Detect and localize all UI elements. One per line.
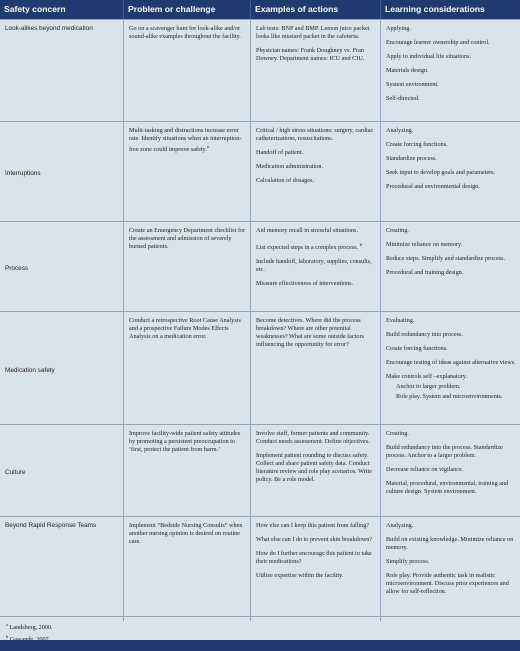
learning-item: Build on existing knowledge. Minimize reliance on memory.: [386, 536, 514, 551]
example-item: Implement patient rounding to discuss safety. Collect and share patient safety data. Conduct literature review and role play scenarios. Write policy. Be a role model.: [256, 452, 372, 483]
examples-cell: [250, 20, 380, 121]
examples-cell: [250, 122, 380, 221]
examples-cell: [250, 517, 380, 621]
learning-item: Procedural and training design.: [386, 269, 464, 276]
example-item: Physician names: Frank Doughney vs. Fran Downey. Department names: ICU and CIU.: [256, 47, 365, 62]
footnote: $^a$ Landsberg, 2000.: [6, 622, 53, 632]
example-item: Measure effectiveness of interventions.: [256, 280, 354, 288]
learning-item: Reduce steps. Simplify and standardize process.: [386, 255, 506, 262]
examples-cell: [250, 425, 380, 516]
learning-item: Encourage learner ownership and control.: [386, 39, 490, 46]
problem-cell: [123, 517, 250, 621]
footnote-mark: b: [359, 242, 363, 247]
learning-item: Encourage testing of ideas against alternative views.: [386, 359, 516, 366]
learning-item: Create forcing functions.: [386, 141, 448, 148]
learning-cell: [380, 222, 520, 311]
table-row: [0, 424, 520, 516]
example-item: How else can I keep this patient from falling?: [256, 522, 370, 529]
header-safety-concern: Safety concern: [4, 4, 66, 14]
table-row: [0, 221, 520, 311]
footnote: b: [6, 634, 9, 640]
concern-cell: Medication safety: [5, 366, 55, 374]
problem-text: Implement “Bedside Nursing Consults” when another nursing opinion is desired on routine care.: [129, 522, 243, 545]
header-learning: Learning considerations: [380, 0, 520, 19]
footnotes: [0, 616, 520, 639]
example-item: How do I further encourage this patient to take their medications?: [256, 550, 372, 565]
learning-item: Make controls self –explanatory.: [386, 373, 468, 380]
learning-item: Create forcing functions.: [386, 345, 448, 352]
table-row: [0, 19, 520, 121]
concern-cell: Interruptions: [5, 170, 41, 177]
problem-text: Multi-tasking and distractions increase error rate. Identify situations when an interruption-free zone could improve safety.$^a$: [129, 127, 242, 154]
example-item: Include handoff, laboratory, supplies, consults, etc.: [256, 258, 372, 274]
problem-cell: [123, 20, 250, 121]
learning-item: Build redundancy into the process. Standardize process. Anchor to a larger problem.: [386, 444, 503, 459]
learning-cell: [380, 312, 520, 424]
learning-item: Anchor to larger problem.: [396, 383, 461, 390]
footnote-mark: a: [206, 144, 209, 149]
header-examples: Examples of actions: [250, 0, 380, 19]
learning-item: Apply to individual life situations.: [386, 53, 472, 60]
concern-cell: Culture: [5, 469, 26, 476]
learning-cell: [380, 122, 520, 221]
table-row: [0, 311, 520, 424]
example-item: Medication administration.: [256, 163, 324, 170]
example-item: Become detectives. Where did the process breakdown? Where are other potential weaknesses? What are some outside factors influencing the opportunity for error?: [256, 317, 364, 348]
learning-item: Creating.: [386, 430, 409, 437]
problem-text: Go on a scavenger hunt for look-alike and/or sound-alike examples throughout the facility.: [129, 25, 241, 40]
learning-item: Minimize reliance on memory.: [386, 241, 463, 248]
examples-cell: [250, 222, 380, 311]
problem-cell: [123, 425, 250, 516]
example-item: Calculation of dosages.: [256, 177, 314, 184]
example-item: Utilize expertise within the facility.: [256, 572, 344, 579]
learning-cell: [380, 425, 520, 516]
learning-item: System environment.: [386, 81, 439, 88]
learning-item: Role play. System and microenvironments.: [396, 393, 503, 400]
learning-item: Standardize process.: [386, 155, 437, 162]
example-item: Involve staff, former patients and community. Conduct needs assessment. Define objectives.: [256, 430, 370, 445]
example-item: Aid memory recall in stressful situations.: [256, 227, 359, 234]
learning-item: Procedural and environmental design.: [386, 183, 480, 190]
learning-item: Materials design.: [386, 67, 429, 74]
learning-item: Simplify process.: [386, 558, 430, 565]
example-item: List expected steps in a complex process. $^b$: [256, 242, 363, 252]
examples-cell: [250, 312, 380, 424]
learning-item: Build redundancy into process.: [386, 331, 463, 338]
table-row: [0, 121, 520, 221]
learning-item: Role play. Provide authentic task in realistic microenvironment. Discuss prior experiences and allow for self-reflection.: [386, 572, 509, 595]
learning-item: Evaluating.: [386, 317, 415, 324]
header-problem: Problem or challenge: [123, 0, 250, 19]
bottom-bar: [0, 640, 520, 651]
table-header: [0, 0, 520, 19]
learning-item: Analyzing.: [386, 127, 414, 134]
problem-text: Conduct a retrospective Root Cause Analysis and a prospective Failure Modes Effects Analysis on a medication error.: [129, 317, 241, 340]
example-item: What else can I do to prevent skin breakdown?: [256, 536, 373, 543]
example-item: Lab tests: BNP and BMP. Lemon juice packet looks like mustard packet in the cafeteria.: [256, 25, 370, 40]
learning-item: Applying.: [386, 25, 411, 32]
concern-cell: Look-alikes beyond medication: [5, 25, 93, 32]
table-row: [0, 516, 520, 621]
concern-cell: Beyond Rapid Response Teams: [5, 522, 97, 529]
example-item: Handoff of patient.: [256, 149, 304, 156]
learning-item: Material, procedural, environmental, training and culture design. System environment.: [386, 480, 509, 495]
example-item: Critical / high stress situations: surgery, cardiac catheterizations, resuscitations.: [256, 127, 374, 142]
learning-item: Seek input to develop goals and parameters.: [386, 169, 496, 176]
problem-cell: [123, 312, 250, 424]
learning-item: Analyzing.: [386, 522, 414, 529]
problem-cell: [123, 222, 250, 311]
learning-item: Self-directed.: [386, 95, 420, 102]
learning-item: Creating.: [386, 227, 409, 234]
concern-cell: Process: [5, 265, 29, 272]
learning-item: Decrease reliance on vigilance.: [386, 466, 464, 473]
problem-text: Create an Emergency Department checklist for the assessment and admission of severely burned patients.: [129, 227, 246, 250]
problem-cell: [123, 122, 250, 221]
learning-cell: [380, 517, 520, 621]
problem-text: Improve facility-wide patient safety attitudes by promoting a persistent preoccupation to ‘first, protect the patient from harm.’: [129, 430, 241, 453]
learning-cell: [380, 20, 520, 121]
